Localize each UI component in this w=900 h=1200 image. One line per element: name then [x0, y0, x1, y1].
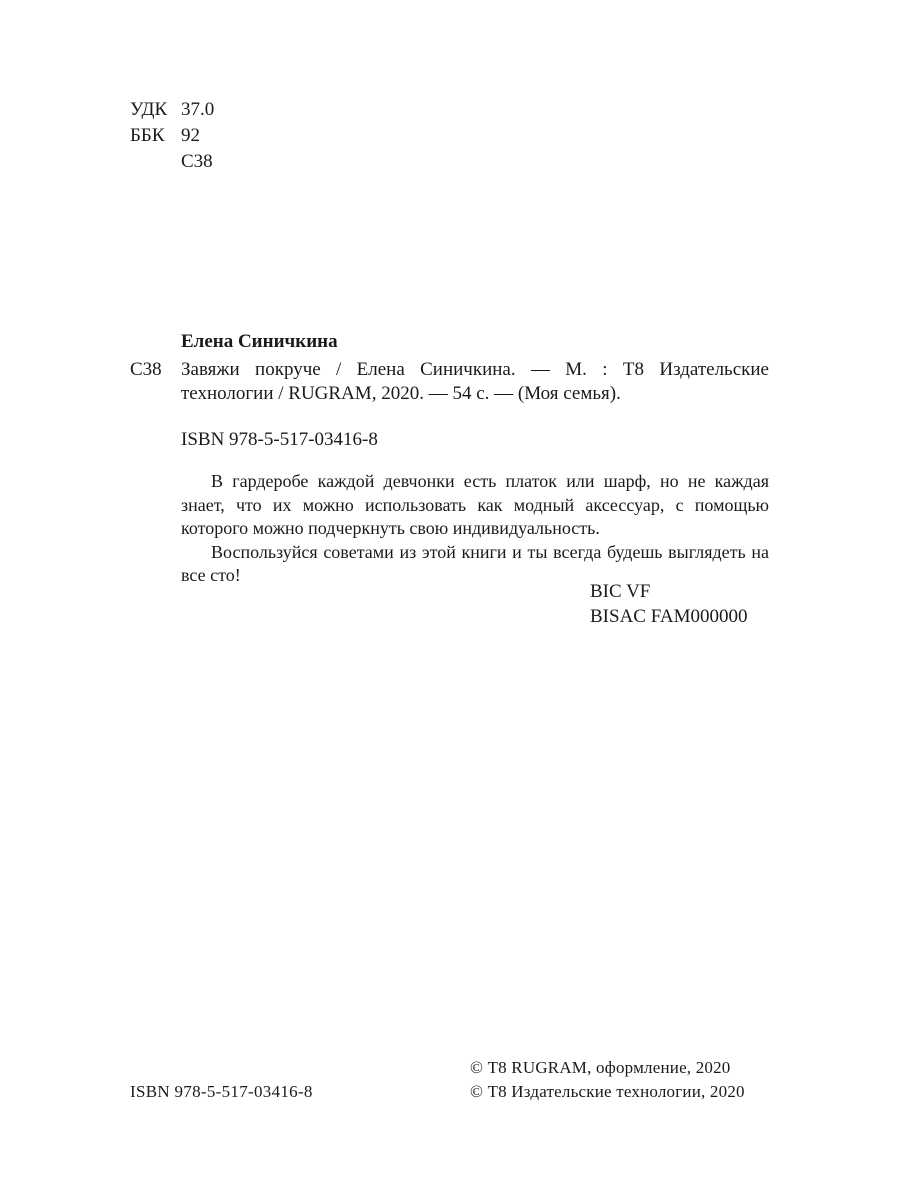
bisac-code: BISAC FAM000000 [590, 606, 748, 627]
bbk-value: 92 [181, 125, 200, 146]
copyright-design: © Т8 RUGRAM, оформление, 2020 [470, 1058, 731, 1077]
bic-code: BIC VF [590, 581, 651, 602]
annotation-paragraph: В гардеробе каждой девчонки есть платок или шарф, но не каждая знает, что их можно использовать как модный аксессуар, с помощью которого можно подчеркнуть свою индивидуальность. [181, 471, 769, 538]
author-mark: С38 [181, 151, 213, 172]
udk-value: 37.0 [181, 99, 215, 120]
card-isbn: ISBN 978-5-517-03416-8 [181, 429, 378, 450]
copyright-publisher: © Т8 Издательские технологии, 2020 [470, 1082, 745, 1101]
annotation-paragraph: Воспользуйся советами из этой книги и ты всегда будешь выглядеть на все сто! [181, 541, 769, 585]
bibliographic-description: Завяжи покруче / Елена Синичкина. — М. : Т8 Издательские технологии / RUGRAM, 2020. — 54 с. — (Моя семья). [181, 359, 769, 404]
annotation [181, 470, 769, 588]
udk-label: УДК [130, 99, 168, 120]
card-author: Елена Синичкина [181, 331, 338, 352]
footer-isbn: ISBN 978-5-517-03416-8 [130, 1082, 313, 1101]
card-code: С38 [130, 359, 162, 380]
bbk-label: ББК [130, 125, 165, 146]
